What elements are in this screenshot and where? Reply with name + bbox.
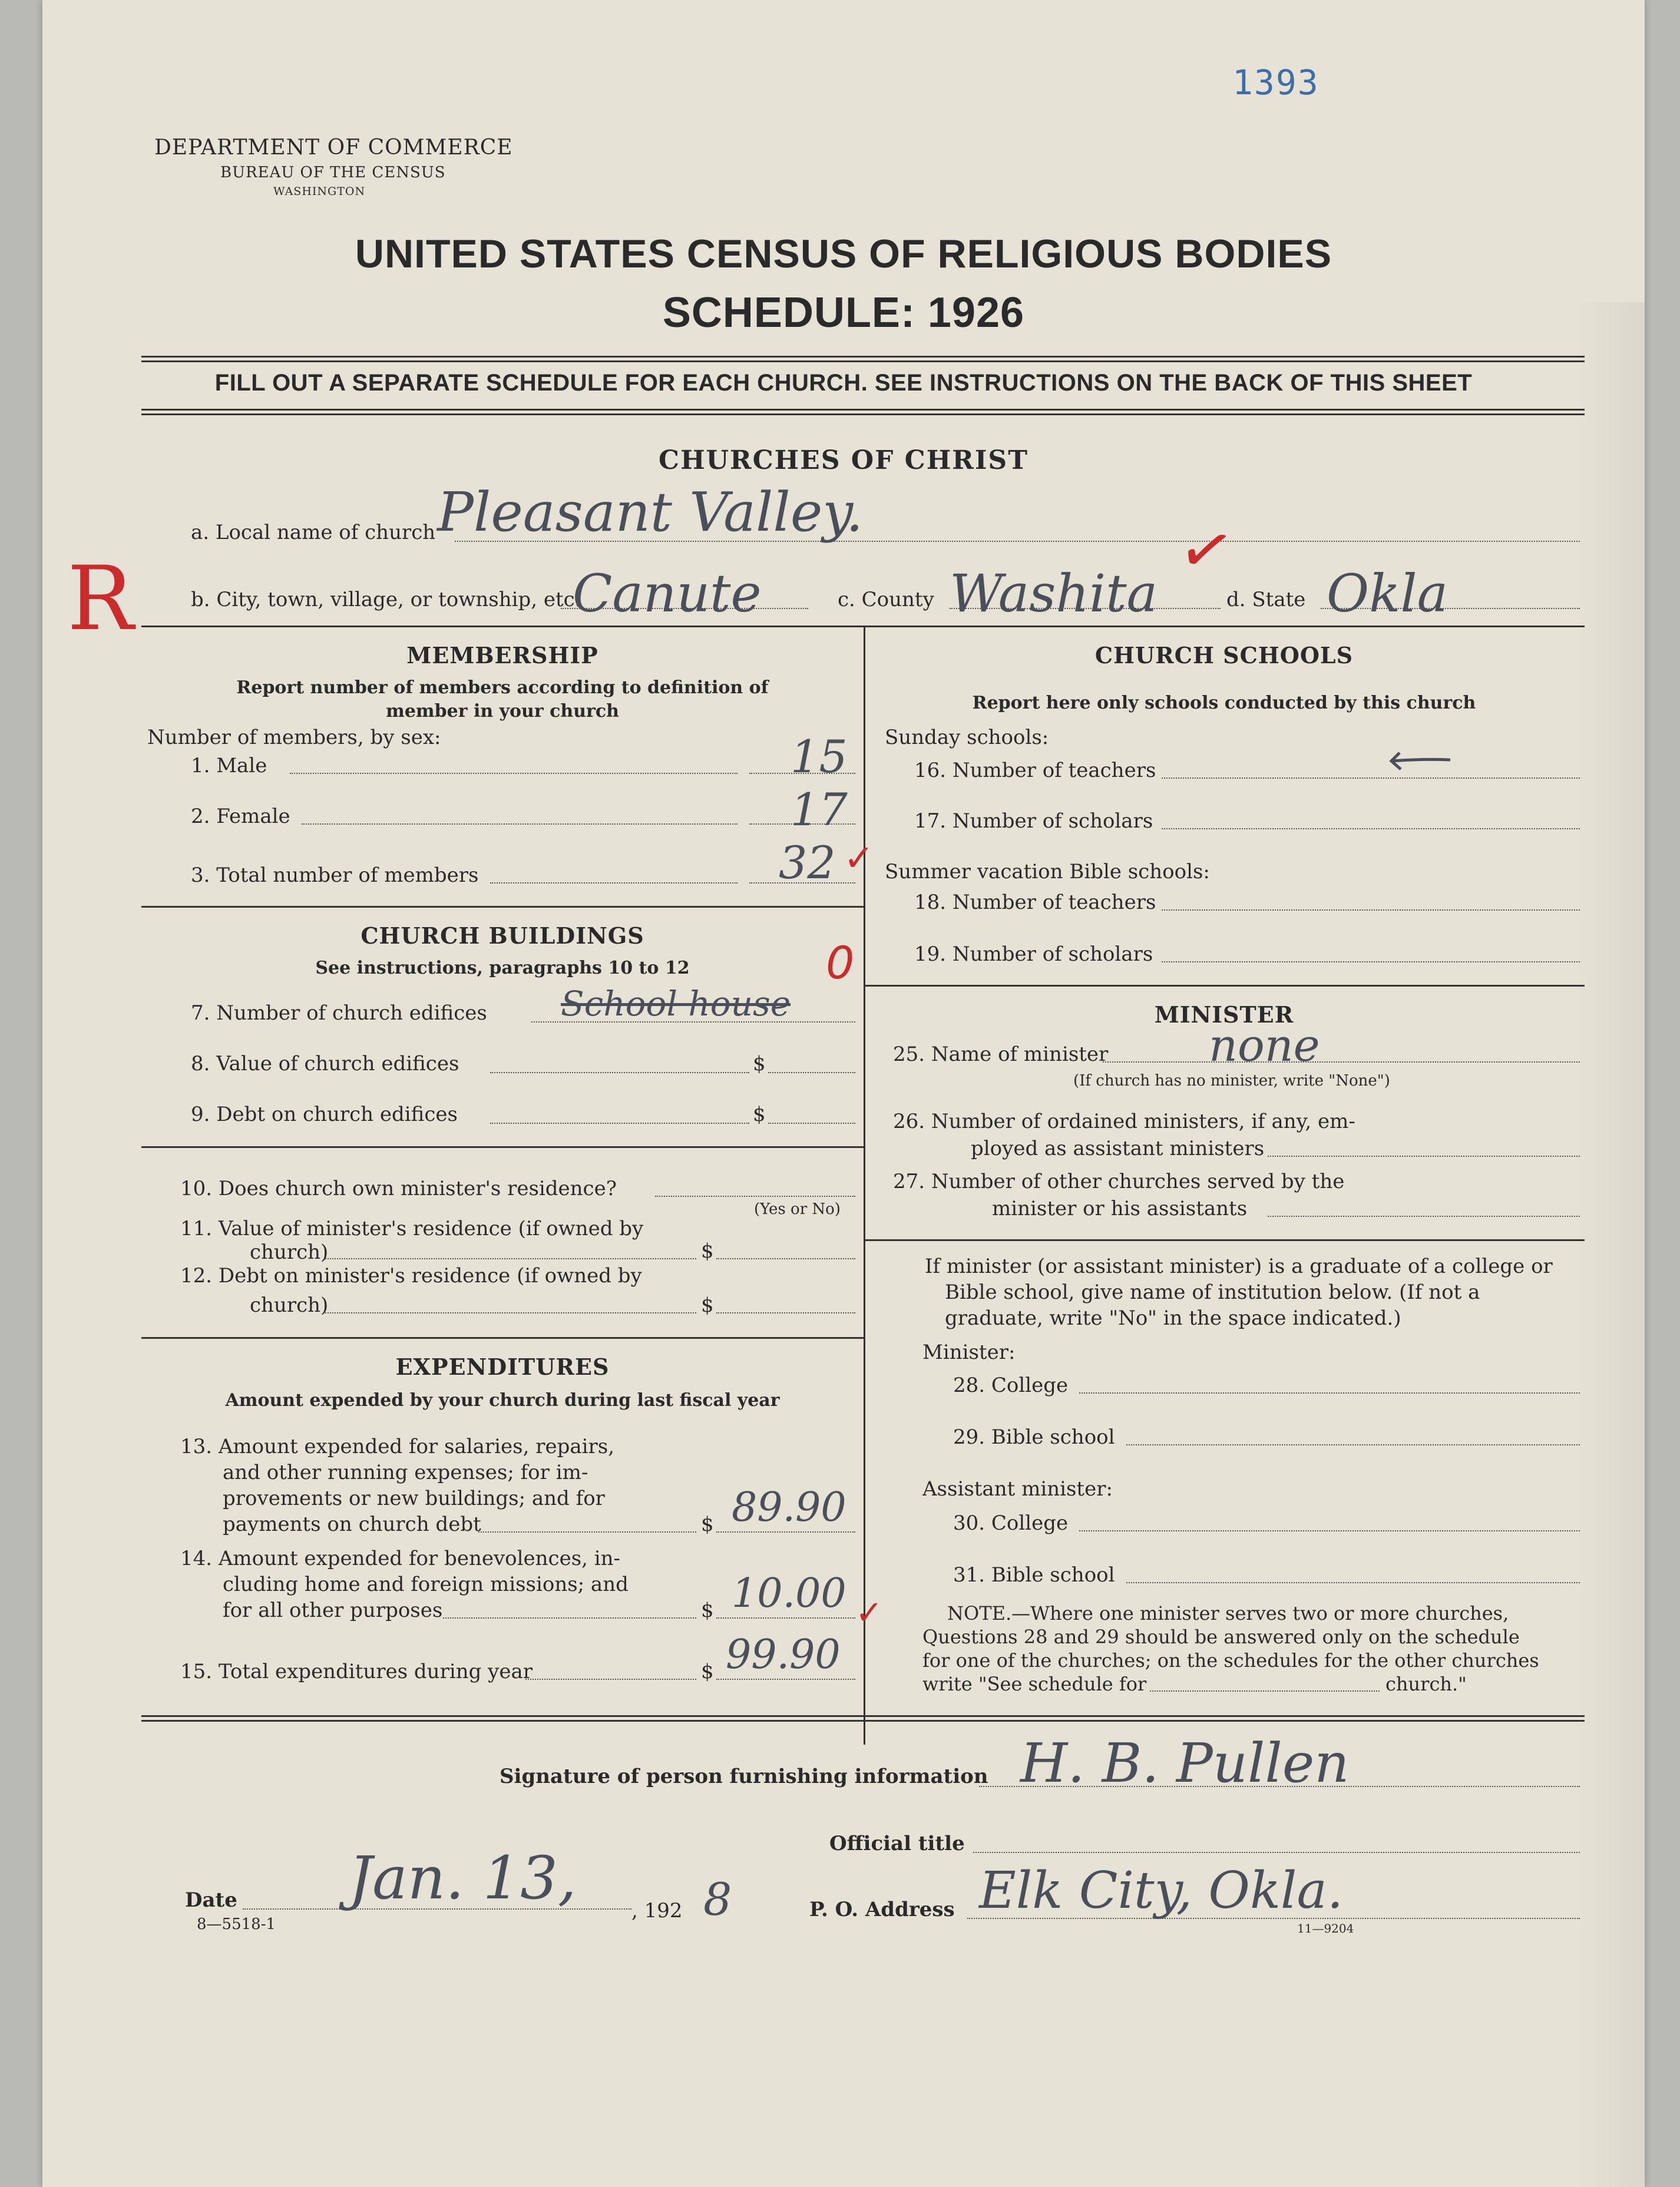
q14-line-1: 14. Amount expended for benevolences, in- [180, 1547, 621, 1570]
year-value: 8 [703, 1873, 732, 1925]
q12-answer-line [716, 1312, 855, 1313]
q8-label: 8. Value of church edifices [191, 1052, 459, 1076]
note-line [1150, 1690, 1380, 1692]
q7-value: School house [561, 984, 791, 1024]
q2-label: 2. Female [191, 805, 290, 828]
q15-answer-line [716, 1679, 855, 1680]
r-mark: R [67, 548, 134, 650]
po-address-value: Elk City, Okla. [979, 1861, 1344, 1920]
rule [141, 1720, 1585, 1722]
q17-label: 17. Number of scholars [914, 809, 1153, 833]
note-line-1: NOTE.—Where one minister serves two or more churches, [947, 1602, 1509, 1624]
q19-label: 19. Number of scholars [914, 942, 1153, 966]
signature-value: H. B. Pullen [1020, 1732, 1350, 1795]
q13-answer-line [716, 1531, 855, 1533]
expenditures-sub: Amount expended by your church during last fiscal year [225, 1390, 780, 1411]
q25-value: none [1209, 1019, 1320, 1071]
q15-value: 99.90 [726, 1632, 841, 1678]
paper-shadow [1574, 302, 1645, 2187]
q14-answer-line [716, 1617, 855, 1619]
q15-dollar: $ [701, 1660, 714, 1683]
date-label: Date [185, 1888, 237, 1912]
q9-label: 9. Debt on church edifices [191, 1103, 458, 1126]
denomination: CHURCHES OF CHRIST [659, 445, 1028, 475]
q14-line-3: for all other purposes [223, 1599, 443, 1622]
q9-dollar: $ [753, 1103, 766, 1126]
q13-dollar: $ [701, 1513, 714, 1536]
q7-correction: 0 [826, 937, 855, 989]
check-mark: ✓ [855, 1594, 883, 1632]
note-line-4: write "See schedule for [922, 1673, 1147, 1695]
q7-label: 7. Number of church edifices [191, 1001, 487, 1025]
q16-label: 16. Number of teachers [914, 759, 1156, 782]
assistant-sub-label: Assistant minister: [922, 1477, 1113, 1501]
rule [141, 626, 1585, 627]
schools-sub: Report here only schools conducted by this church [972, 693, 1476, 713]
rule [141, 413, 1585, 415]
q14-line-2: cluding home and foreign missions; and [223, 1573, 629, 1596]
q2-value: 17 [791, 783, 848, 836]
county-value: Washita [950, 563, 1158, 624]
q11-answer-line [716, 1258, 855, 1259]
city-label: b. City, town, village, or township, etc. [191, 588, 581, 611]
q11-label-2: church) [250, 1240, 329, 1264]
q13-line-4: payments on church debt [223, 1513, 481, 1536]
q12-label: 12. Debt on minister's residence (if owned by [180, 1264, 642, 1288]
minister-sub-label: Minister: [922, 1341, 1016, 1364]
form-title: UNITED STATES CENSUS OF RELIGIOUS BODIES [355, 231, 1332, 276]
minister-heading: MINISTER [1154, 1001, 1294, 1028]
q14-dollar: $ [701, 1599, 714, 1622]
q19-line [1162, 961, 1580, 962]
column-divider [864, 626, 865, 1745]
city-value: Canute [573, 563, 762, 624]
q13-line-2: and other running expenses; for im- [223, 1461, 588, 1484]
q11-dollar: $ [701, 1239, 714, 1263]
q28-label: 28. College [953, 1374, 1069, 1397]
year-prefix: , 192 [631, 1899, 683, 1923]
official-title-line [973, 1852, 1580, 1853]
membership-sub-1: Report number of members according to definition of [236, 677, 769, 698]
schedule-title: SCHEDULE: 1926 [662, 289, 1025, 336]
q18-line [1162, 909, 1580, 911]
q3-line [490, 882, 738, 884]
q26-label-2: ployed as assistant ministers [971, 1137, 1265, 1160]
city: WASHINGTON [273, 185, 366, 198]
yes-no-hint: (Yes or No) [754, 1200, 841, 1218]
q9-line [490, 1123, 749, 1124]
q8-line [490, 1072, 749, 1073]
q27-label-2: minister or his assistants [992, 1197, 1248, 1220]
q26-line [1268, 1156, 1580, 1157]
date-value: Jan. 13, [349, 1844, 577, 1913]
rule [141, 1715, 1585, 1717]
note-line-3: for one of the churches; on the schedules for the other churches [922, 1649, 1539, 1672]
q3-label: 3. Total number of members [191, 863, 479, 887]
q27-line [1268, 1216, 1580, 1217]
rule [141, 906, 864, 908]
q30-line [1079, 1530, 1580, 1531]
q14-value: 10.00 [732, 1570, 846, 1617]
q31-label: 31. Bible school [953, 1563, 1115, 1587]
q13-line-3: provements or new buildings; and for [223, 1487, 605, 1510]
membership-sub-2: member in your church [386, 701, 619, 722]
department: DEPARTMENT OF COMMERCE [154, 135, 513, 160]
buildings-sub: See instructions, paragraphs 10 to 12 [315, 958, 690, 978]
q1-label: 1. Male [191, 754, 267, 777]
print-code: 11—9204 [1297, 1921, 1354, 1935]
q30-label: 30. College [953, 1511, 1069, 1535]
q13-value: 89.90 [732, 1484, 846, 1531]
sunday-schools-label: Sunday schools: [885, 726, 1049, 749]
rule [864, 985, 1585, 987]
q25-line [1103, 1061, 1580, 1063]
q15-label: 15. Total expenditures during year [180, 1660, 533, 1683]
q13-line [478, 1531, 696, 1533]
check-mark: ✓ [1172, 507, 1241, 593]
form-code: 8—5518-1 [197, 1915, 276, 1933]
state-label: d. State [1226, 588, 1306, 611]
grad-line-1: If minister (or assistant minister) is a graduate of a college or [925, 1255, 1553, 1278]
instruction-banner: FILL OUT A SEPARATE SCHEDULE FOR EACH CHURCH. SEE INSTRUCTIONS ON THE BACK OF THIS SHEET [214, 370, 1473, 396]
summer-schools-label: Summer vacation Bible schools: [885, 860, 1210, 884]
q3-value: 32 [779, 836, 836, 889]
q25-note: (If church has no minister, write "None") [1073, 1072, 1390, 1090]
po-address-label: P. O. Address [809, 1898, 955, 1921]
q2-line [302, 823, 738, 825]
q11-label: 11. Value of minister's residence (if owned by [180, 1217, 644, 1240]
q29-label: 29. Bible school [953, 1425, 1115, 1449]
census-schedule-sheet [42, 0, 1645, 2187]
q8-dollar: $ [753, 1052, 766, 1076]
q12-label-2: church) [250, 1293, 329, 1317]
bureau: BUREAU OF THE CENSUS [220, 164, 446, 181]
q26-label: 26. Number of ordained ministers, if any, em- [893, 1110, 1355, 1133]
check-mark: ✓ [844, 836, 874, 879]
stamp-number: 1393 [1232, 62, 1319, 102]
q16-dash-mark [1385, 743, 1456, 779]
q28-line [1079, 1392, 1580, 1394]
membership-heading: MEMBERSHIP [406, 642, 598, 669]
official-title-label: Official title [829, 1832, 965, 1855]
q8-answer-line [768, 1072, 855, 1073]
q12-dollar: $ [701, 1293, 714, 1317]
rule [141, 1146, 864, 1148]
q1-value: 15 [791, 730, 848, 783]
q10-label: 10. Does church own minister's residence? [180, 1177, 617, 1200]
members-by-sex: Number of members, by sex: [147, 726, 441, 749]
q27-label: 27. Number of other churches served by the [893, 1170, 1345, 1193]
schools-heading: CHURCH SCHOOLS [1094, 642, 1354, 669]
q9-answer-line [768, 1123, 855, 1124]
county-label: c. County [838, 588, 934, 611]
signature-label: Signature of person furnishing information [500, 1765, 988, 1788]
q18-label: 18. Number of teachers [914, 891, 1156, 914]
q12-line [325, 1312, 696, 1313]
rule [141, 356, 1585, 358]
state-value: Okla [1327, 563, 1448, 624]
q25-label: 25. Name of minister [893, 1043, 1109, 1066]
grad-line-2: Bible school, give name of institution below. (If not a [945, 1281, 1480, 1304]
rule [141, 360, 1585, 362]
rule [141, 1337, 864, 1339]
expenditures-heading: EXPENDITURES [395, 1354, 610, 1380]
buildings-heading: CHURCH BUILDINGS [361, 922, 644, 949]
q13-line-1: 13. Amount expended for salaries, repairs, [180, 1435, 615, 1458]
q14-line [443, 1617, 696, 1619]
q10-line [655, 1196, 855, 1197]
q31-line [1126, 1582, 1580, 1583]
q16-line [1162, 777, 1580, 779]
q15-line [525, 1679, 696, 1680]
rule [141, 409, 1585, 411]
local-name-value: Pleasant Valley. [437, 481, 864, 544]
local-name-label: a. Local name of church [191, 521, 436, 544]
grad-line-3: graduate, write "No" in the space indicated.) [945, 1306, 1401, 1330]
note-line-2: Questions 28 and 29 should be answered only on the schedule [922, 1626, 1520, 1648]
q1-line [290, 773, 738, 774]
note-line-5: church." [1385, 1673, 1467, 1695]
q17-line [1162, 828, 1580, 829]
q11-line [325, 1258, 696, 1259]
q29-line [1126, 1444, 1580, 1445]
rule [864, 1239, 1585, 1241]
